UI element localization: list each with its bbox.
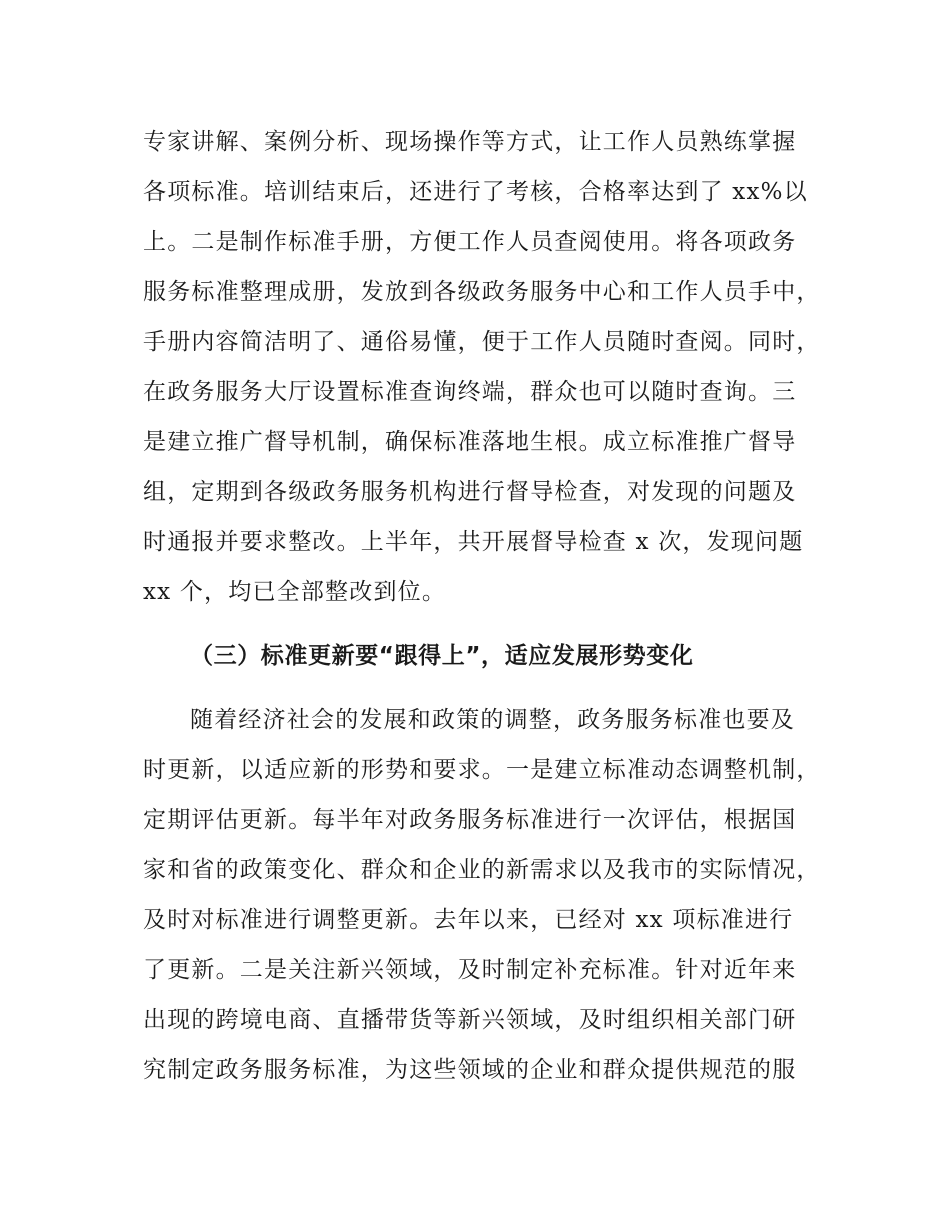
- text-line: xx 个，均已全部整改到位。: [143, 579, 447, 605]
- text-line: 时更新，以适应新的形势和要求。一是建立标准动态调整机制，: [143, 757, 821, 783]
- text-line: 时通报并要求整改。上半年，共开展督导检查 x 次，发现问题: [143, 529, 804, 555]
- text-line: 了更新。二是关注新兴领域，及时制定补充标准。针对近年来: [143, 957, 797, 983]
- text-line: 服务标准整理成册，发放到各级政务服务中心和工作人员手中，: [143, 279, 821, 305]
- text-line: 家和省的政策变化、群众和企业的新需求以及我市的实际情况，: [143, 857, 821, 883]
- text-line: 随着经济社会的发展和政策的调整，政务服务标准也要及: [190, 707, 795, 733]
- text-line: 组，定期到各级政务服务机构进行督导检查，对发现的问题及: [143, 479, 797, 505]
- text-line: 究制定政务服务标准，为这些领域的企业和群众提供规范的服: [143, 1057, 797, 1083]
- text-line: 定期评估更新。每半年对政务服务标准进行一次评估，根据国: [143, 807, 797, 833]
- text-line: 各项标准。培训结束后，还进行了考核，合格率达到了 xx%以: [143, 179, 808, 205]
- section-heading: （三）标准更新要“跟得上”，适应发展形势变化: [190, 643, 694, 669]
- text-line: 出现的跨境电商、直播带货等新兴领域，及时组织相关部门研: [143, 1007, 797, 1033]
- text-line: 是建立推广督导机制，确保标准落地生根。成立标准推广督导: [143, 429, 797, 455]
- text-line: 手册内容简洁明了、通俗易懂，便于工作人员随时查阅。同时，: [143, 329, 821, 355]
- text-line: 及时对标准进行调整更新。去年以来，已经对 xx 项标准进行: [143, 907, 794, 933]
- text-line: 上。二是制作标准手册，方便工作人员查阅使用。将各项政务: [143, 229, 797, 255]
- text-line: 在政务服务大厅设置标准查询终端，群众也可以随时查询。三: [143, 379, 797, 405]
- text-line: 专家讲解、案例分析、现场操作等方式，让工作人员熟练掌握: [143, 129, 797, 155]
